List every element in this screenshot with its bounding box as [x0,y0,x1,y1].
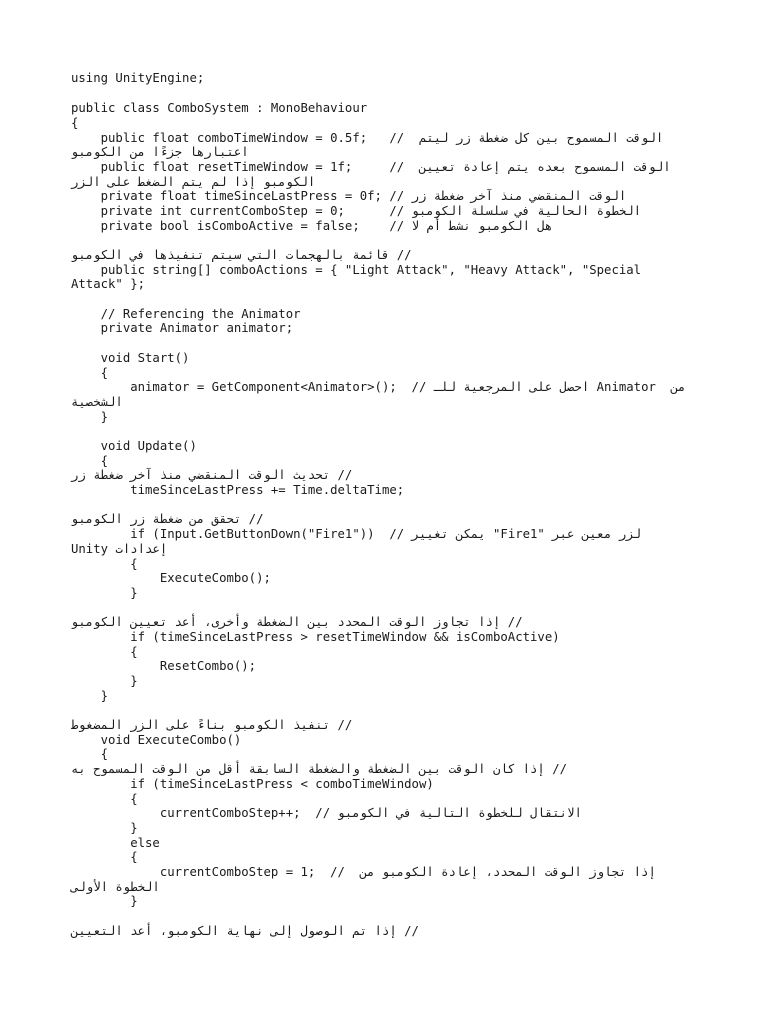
code-line: private float timeSinceLastPress = 0f; // الوقت المنقضي منذ آخر ضغطة زر [71,189,627,203]
code-line: // تنفيذ الكومبو بناءً على الزر المضغوط [71,718,382,732]
code-line: { [71,792,138,806]
code-line: if (Input.GetButtonDown("Fire1")) // يمكن تغيير "Fire1" لزر معين عبر [71,527,642,541]
code-line: void Start() [71,351,190,365]
code-line: private Animator animator; [71,321,294,335]
code-line: public float resetTimeWindow = 1f; // الوقت المسموح بعده يتم إعادة تعيين [71,160,671,174]
code-line: } [71,674,138,688]
code-line: // قائمة بالهجمات التي سيتم تنفيذها في الكومبو [71,248,442,262]
code-line: } [71,410,109,424]
code-line: اعتبارها جزءًا من الكومبو [71,145,249,159]
code-line: { [71,116,79,130]
code-line: // إذا تجاوز الوقت المحدد بين الضغطة وأخرى، أعد تعيين الكومبو [71,615,582,629]
code-line: إعدادات Unity [71,542,168,556]
code-line: } [71,894,138,908]
code-line: using UnityEngine; [71,71,205,85]
code-line: currentComboStep = 1; // إذا تجاوز الوقت المحدد، إعادة الكومبو من [71,865,656,879]
code-line: { [71,557,138,571]
code-line: } [71,586,138,600]
code-line: public float comboTimeWindow = 0.5f; // الوقت المسموح بين كل ضغطة زر ليتم [71,131,664,145]
code-line: timeSinceLastPress += Time.deltaTime; [71,483,405,497]
code-line: // تحديث الوقت المنقضي منذ آخر ضغطة زر [71,468,412,482]
code-line: { [71,454,109,468]
code-line: // تحقق من ضغطة زر الكومبو [71,512,323,526]
code-line: ResetCombo(); [71,659,257,673]
code-line: } [71,821,138,835]
code-line: animator = GetComponent<Animator>(); // احصل على المرجعية للـ Animator من [71,380,686,394]
code-line: { [71,645,138,659]
code-line: } [71,689,109,703]
code-line: ExecuteCombo(); [71,571,271,585]
code-line: الشخصية [71,395,123,409]
code-line: Attack" }; [71,277,146,291]
code-line: الخطوة الأولى [71,880,160,894]
code-line: if (timeSinceLastPress > resetTimeWindow && isComboActive) [71,630,560,644]
code-line: void Update() [71,439,197,453]
code-line: currentComboStep++; // الانتقال للخطوة التالية في الكومبو [71,806,582,820]
code-line: public class ComboSystem : MonoBehaviour [71,101,368,115]
code-line: void ExecuteCombo() [71,733,242,747]
code-line: // Referencing the Animator [71,307,301,321]
code-line: private bool isComboActive = false; // هل الكومبو نشط أم لا [71,219,553,233]
code-line: // إذا كان الوقت بين الضغطة والضغطة السابقة أقل من الوقت المسموح به [71,762,627,776]
code-line: public string[] comboActions = { "Light Attack", "Heavy Attack", "Special [71,263,642,277]
code-line: // إذا تم الوصول إلى نهاية الكومبو، أعد التعيين [71,924,479,938]
code-line: { [71,850,138,864]
code-line: الكومبو إذا لم يتم الضغط على الزر [71,175,316,189]
code-line: private int currentComboStep = 0; // الخطوة الحالية في سلسلة الكومبو [71,204,642,218]
code-line: else [71,836,160,850]
code-line: if (timeSinceLastPress < comboTimeWindow) [71,777,434,791]
code-line: { [71,747,109,761]
code-line: { [71,366,109,380]
